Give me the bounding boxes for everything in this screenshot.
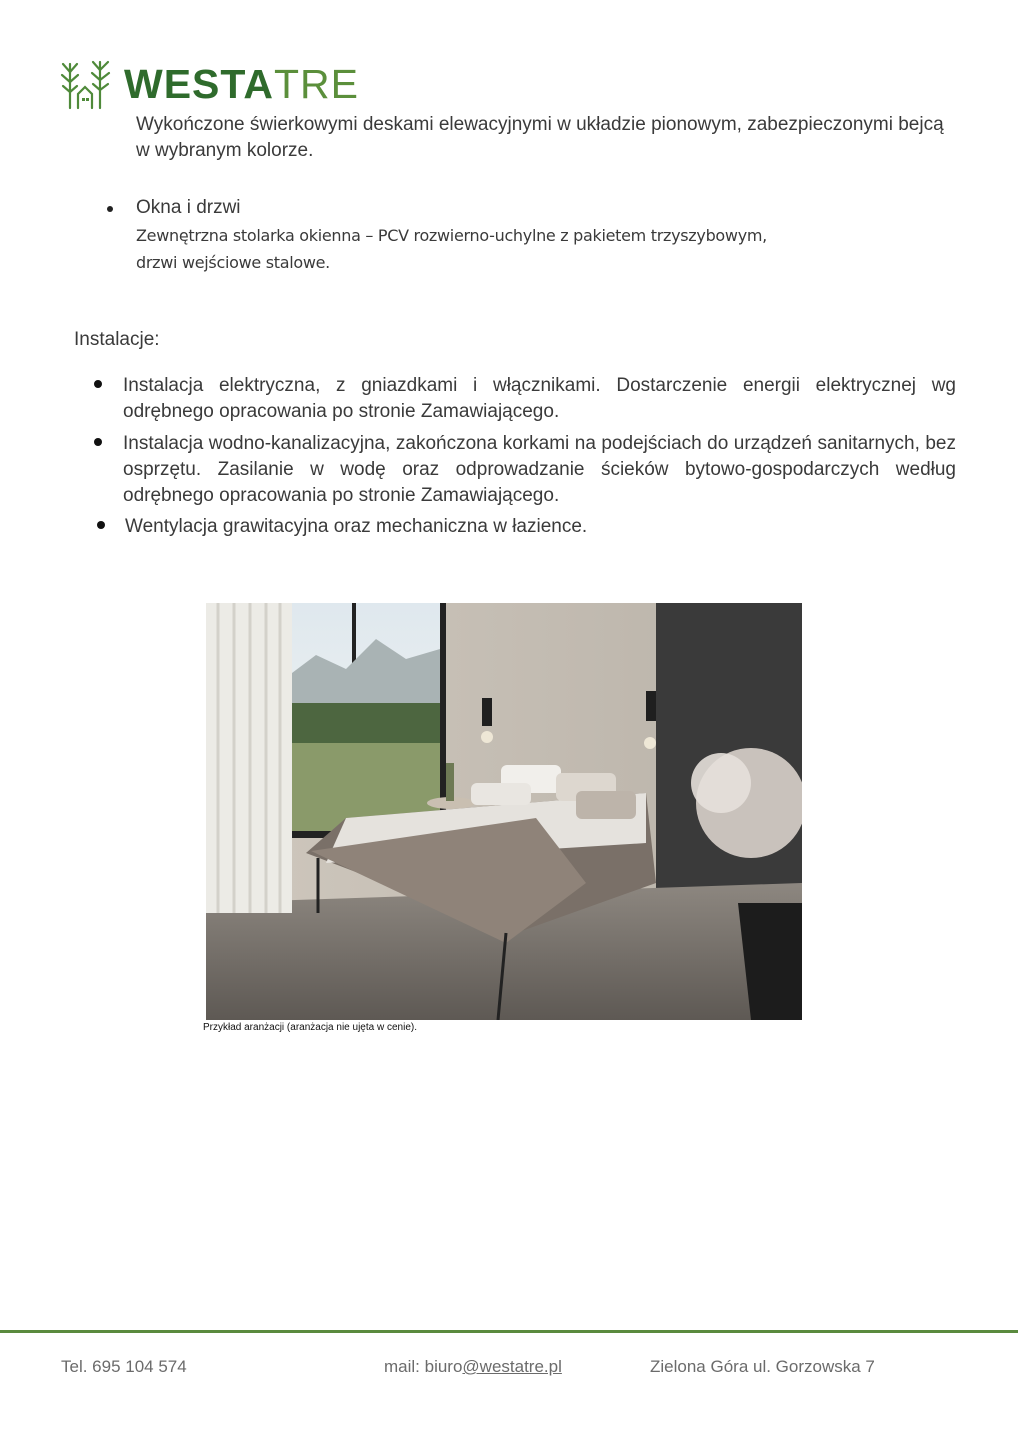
bullet-marker [94,438,102,446]
footer-email-label: mail: biuro [384,1357,463,1376]
installation-item-water: Instalacja wodno-kanalizacyjna, zakończona korkami na podejściach do urządzeń sanitarnych, bez osprzętu. Zasilanie w wodę oraz odprowadzanie ścieków bytowo-gospodarczych według odrębnego opracowania po stronie Zamawiającego. [123,433,956,506]
footer-divider [0,1330,1018,1333]
windows-line-2: drzwi wejściowe stalowe. [136,253,330,272]
installation-item-electric: Instalacja elektryczna, z gniazdkami i włącznikami. Dostarczenie energii elektrycznej wg odrębnego opracowania po stronie Zamawiającego. [123,375,956,422]
image-caption: Przykład aranżacji (aranżacja nie ujęta w cenie). [203,1022,417,1033]
installation-item-ventilation: Wentylacja grawitacyjna oraz mechaniczna w łazience. [125,516,588,537]
footer-email [384,1357,562,1377]
installations-heading: Instalacje: [74,329,160,350]
tree-house-logo-icon [60,58,112,110]
footer-phone: Tel. 695 104 574 [61,1357,187,1376]
company-logo [60,58,359,110]
footer-email-link[interactable]: @westatre.pl [462,1357,562,1376]
bedroom-arrangement-image [206,603,802,1020]
bullet-marker [107,206,113,212]
facade-description: Wykończone świerkowymi deskami elewacyjnymi w układzie pionowym, zabezpieczonymi bejcą w wybranym kolorze. [136,114,944,161]
footer-address: Zielona Góra ul. Gorzowska 7 [650,1357,875,1376]
brand-name: WESTATRE [124,60,360,107]
bullet-marker [94,380,102,388]
windows-line-1: Zewnętrzna stolarka okienna – PCV rozwierno-uchylne z pakietem trzyszybowym, [136,226,767,245]
windows-heading: Okna i drzwi [136,197,241,218]
bullet-marker [97,521,105,529]
